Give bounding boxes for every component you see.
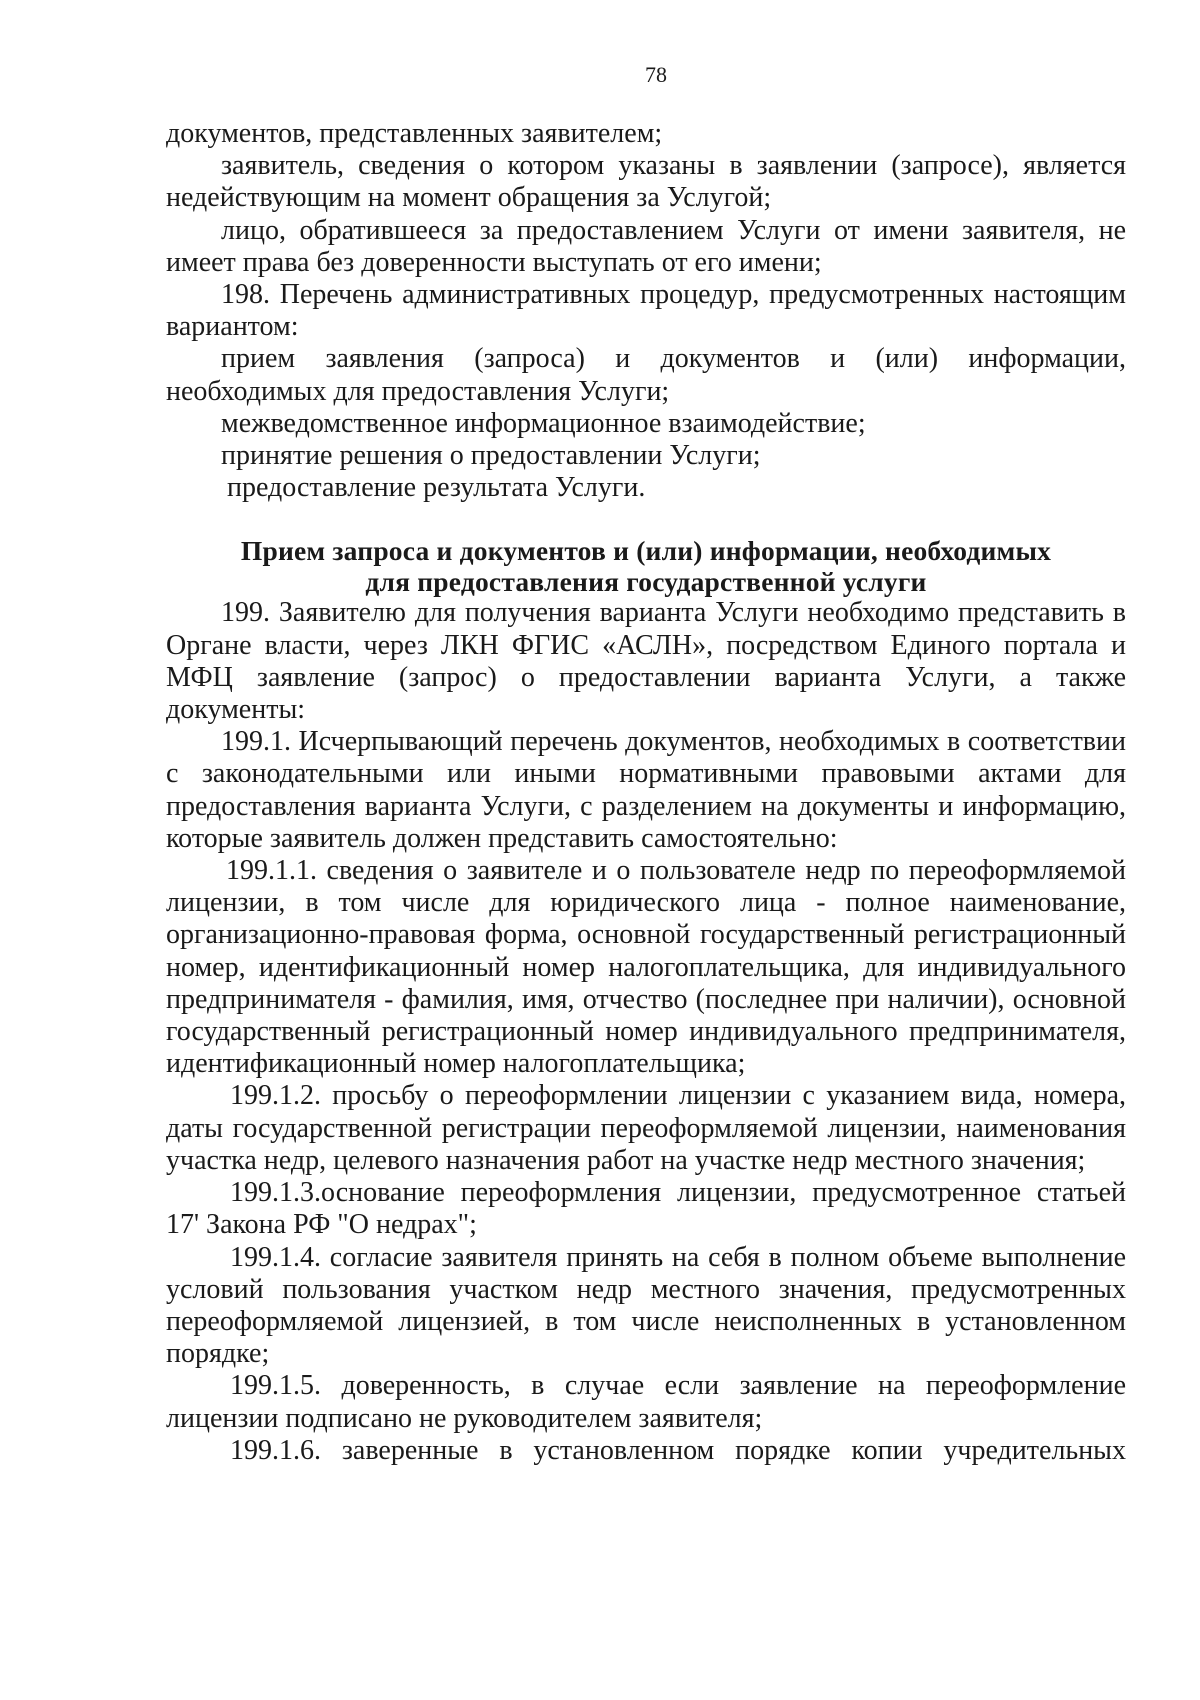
section-heading-line-1: Прием запроса и документов и (или) информации, необходимых <box>240 535 1052 567</box>
paragraph-no-power-of-attorney: лицо, обратившееся за предоставлением Услуги от имени заявителя, не имеет права без доверенности выступать от его имени; <box>166 214 1126 278</box>
paragraph-199-1-4: 199.1.4. согласие заявителя принять на себя в полном объеме выполнение условий пользования участком недр местного значения, предусмотренных переоформляемой лицензией, в том числе неисполненных в установленном порядке; <box>166 1241 1126 1370</box>
paragraph-199-1-5: 199.1.5. доверенность, в случае если заявление на переоформление лицензии подписано не руководителем заявителя; <box>166 1370 1126 1434</box>
paragraph-procedure-decision: принятие решения о предоставлении Услуги; <box>221 440 761 472</box>
paragraph-continuation: документов, представленных заявителем; <box>166 118 663 149</box>
paragraph-199: 199. Заявителю для получения варианта Услуги необходимо представить в Органе власти, через ЛКН ФГИС «АСЛН», посредством Единого портала и МФЦ заявление (запрос) о предоставлении варианта Услуги, а также документы: <box>166 597 1126 726</box>
paragraph-applicant-inactive: заявитель, сведения о котором указаны в заявлении (запросе), является недействующим на момент обращения за Услугой; <box>166 150 1126 214</box>
paragraph-procedure-interaction: межведомственное информационное взаимодействие; <box>221 407 866 439</box>
paragraph-199-1-6: 199.1.6. заверенные в установленном порядке копии учредительных <box>230 1434 1126 1466</box>
paragraph-199-1-1: 199.1.1. сведения о заявителе и о пользователе недр по переоформляемой лицензии, в том числе для юридического лица - полное наименование, организационно-правовая форма, основной государственный регистрационный номер, идентификационный номер налогоплательщика, для индивидуального предпринимателя - фамилия, имя, отчество (последнее при наличии), основной государственный регистрационный номер индивидуального предпринимателя, идентификационный номер налогоплательщика; <box>166 855 1126 1080</box>
section-heading <box>166 535 1126 597</box>
paragraph-199-1: 199.1. Исчерпывающий перечень документов, необходимых в соответствии с законодательными или иными нормативными правовыми актами для предоставления варианта Услуги, с разделением на документы и информацию, которые заявитель должен представить самостоятельно: <box>166 726 1126 854</box>
document-page <box>166 60 1126 1467</box>
paragraph-199-1-2: 199.1.2. просьбу о переоформлении лицензии с указанием вида, номера, даты государственной регистрации переоформляемой лицензии, наименования участка недр, целевого назначения работ на участке недр местного значения; <box>166 1080 1126 1176</box>
section-heading-line-2: для предоставления государственной услуги <box>365 566 927 598</box>
paragraph-199-1-3: 199.1.3.основание переоформления лицензии, предусмотренное статьей 17' Закона РФ "О недрах"; <box>166 1177 1126 1241</box>
paragraph-198: 198. Перечень административных процедур, предусмотренных настоящим вариантом: <box>166 279 1126 343</box>
paragraph-procedure-result: предоставление результата Услуги. <box>227 472 646 504</box>
page-number: 78 <box>645 62 667 87</box>
paragraph-procedure-reception: прием заявления (запроса) и документов и (или) информации, необходимых для предоставления Услуги; <box>166 343 1126 407</box>
